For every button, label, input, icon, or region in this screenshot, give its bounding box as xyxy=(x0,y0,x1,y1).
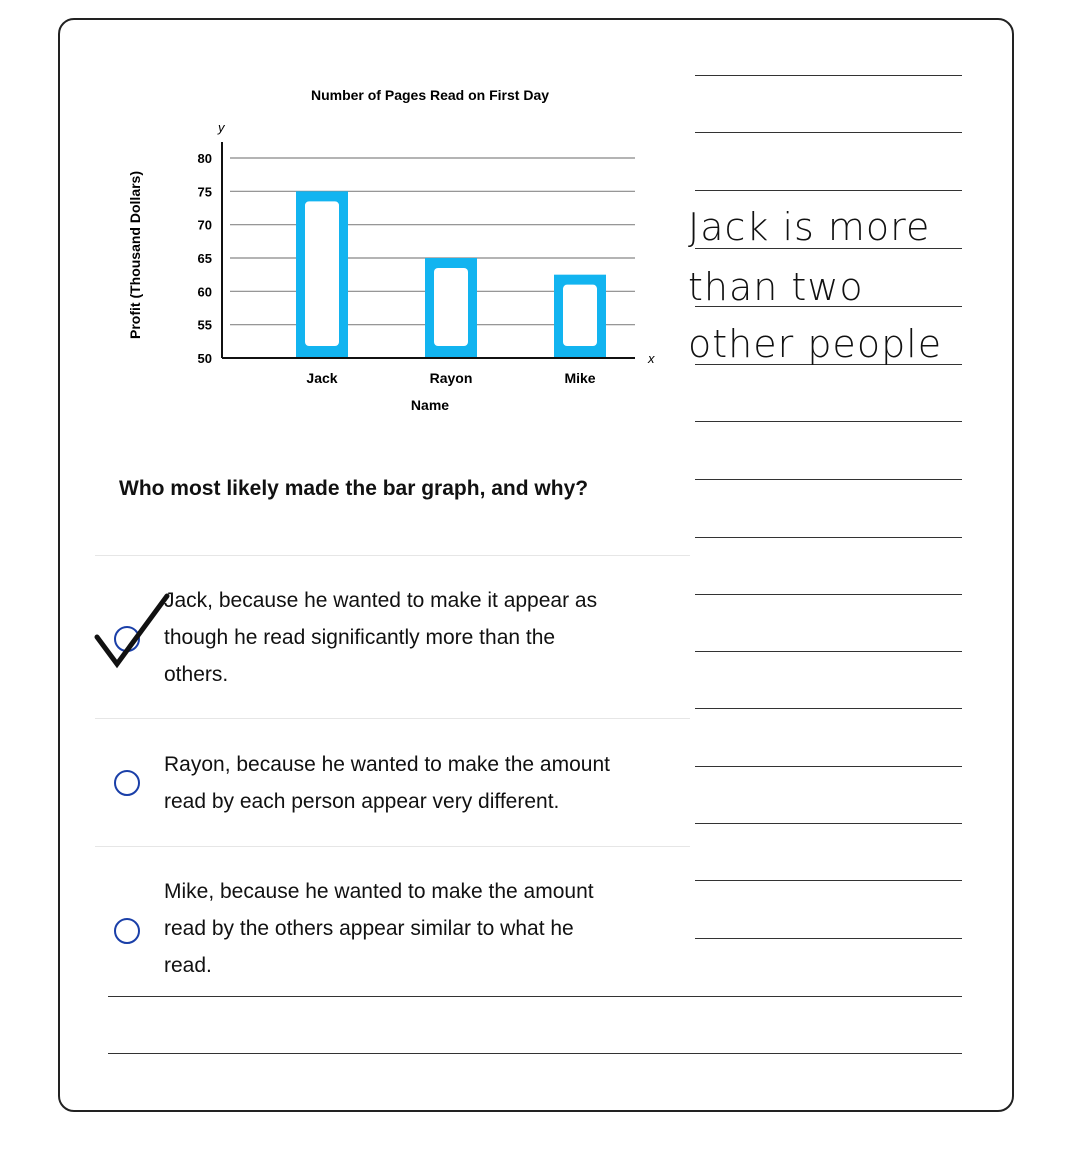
x-tick-label: Rayon xyxy=(429,370,473,386)
y-tick-label: 60 xyxy=(197,284,212,300)
option-text: others. xyxy=(164,663,229,686)
option-text: though he read significantly more than the xyxy=(164,626,556,649)
x-tick-label: Mike xyxy=(564,370,596,386)
option-text: Rayon, because he wanted to make the amount xyxy=(164,753,610,776)
radio-button[interactable] xyxy=(114,918,140,944)
y-tick-label: 55 xyxy=(197,317,212,333)
y-tick-label: 65 xyxy=(197,251,212,266)
option-text: Mike, because he wanted to make the amount xyxy=(164,880,594,903)
handwritten-answer-line: Jack is more xyxy=(688,205,931,249)
option-text: Jack, because he wanted to make it appear as xyxy=(164,589,598,612)
y-tick-label: 80 xyxy=(197,151,212,166)
radio-button[interactable] xyxy=(114,770,140,796)
bar-highlight xyxy=(305,201,339,346)
y-axis-letter: y xyxy=(218,120,225,135)
option-text: read by the others appear similar to what he xyxy=(164,917,574,940)
y-tick-label: 75 xyxy=(197,184,212,200)
handwritten-answer-line: other people xyxy=(688,322,943,366)
bar-highlight xyxy=(434,268,468,346)
y-tick-label: 70 xyxy=(197,217,212,233)
y-tick-label: 50 xyxy=(197,351,212,366)
bar-chart xyxy=(110,70,680,420)
question-text: Who most likely made the bar graph, and why? xyxy=(119,477,589,500)
option-text: read by each person appear very different. xyxy=(164,790,560,813)
x-axis-letter: x xyxy=(648,351,655,366)
x-axis-label: Name xyxy=(410,397,450,413)
option-text: read. xyxy=(164,954,212,977)
y-axis-label: Profit (Thousand Dollars) xyxy=(127,171,143,339)
chart-title: Number of Pages Read on First Day xyxy=(310,87,550,103)
bar-highlight xyxy=(563,285,597,346)
x-tick-label: Jack xyxy=(306,370,338,386)
handwritten-answer-line: than two xyxy=(688,265,864,309)
